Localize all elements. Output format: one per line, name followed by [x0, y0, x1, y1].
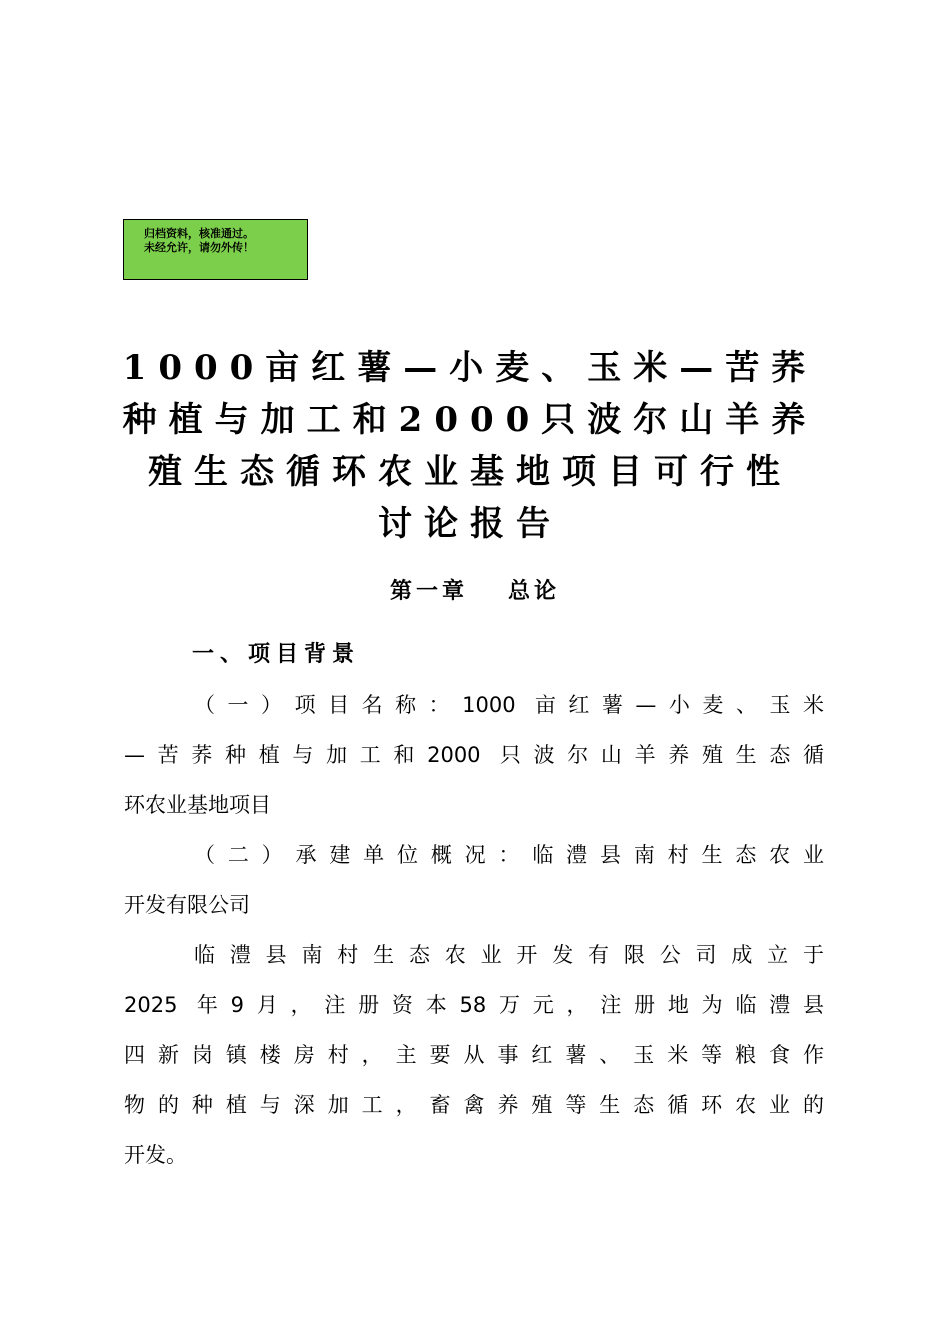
- section-heading: 一、项目背景: [192, 642, 361, 667]
- stamp-line-1: 归档资料，核准通过。: [144, 227, 254, 240]
- paragraph-line: —苦荞种植与加工和2000 只波尔山羊养殖生态循: [124, 743, 824, 767]
- stamp-line-2: 未经允许，请勿外传！: [144, 241, 254, 254]
- paragraph-line: 四新岗镇楼房村，主要从事红薯、玉米等粮食作: [124, 1043, 824, 1067]
- archive-stamp: [123, 219, 308, 280]
- paragraph-project-name: [124, 680, 824, 830]
- title-line-2: 种植与加工和2000只波尔山羊养: [122, 400, 818, 440]
- paragraph-line: 临澧县南村生态农业开发有限公司成立于: [194, 943, 824, 967]
- paragraph-line: 开发有限公司: [124, 893, 250, 917]
- paragraph-line: （二）承建单位概况：临澧县南村生态农业: [194, 843, 824, 867]
- title-line-4: 讨论报告: [378, 504, 562, 544]
- paragraph-line: （一）项目名称：1000 亩红薯—小麦、玉米: [194, 693, 824, 717]
- document-title: [120, 342, 820, 550]
- chapter-heading: [0, 574, 950, 610]
- title-line-3: 殖生态循环农业基地项目可行性: [148, 452, 792, 492]
- paragraph-line: 开发。: [124, 1143, 187, 1167]
- paragraph-builder-overview: [124, 830, 824, 930]
- paragraph-line: 物的种植与深加工，畜禽养殖等生态循环农业的: [124, 1093, 824, 1117]
- paragraph-line: 环农业基地项目: [124, 793, 271, 817]
- chapter-name: 总论: [508, 579, 561, 604]
- paragraph-company-description: [124, 930, 824, 1180]
- title-line-1: 1000亩红薯—小麦、玉米—苦荞: [122, 348, 818, 388]
- chapter-label: 第一章: [389, 579, 468, 604]
- paragraph-line: 2025 年9月，注册资本58万元，注册地为临澧县: [124, 993, 824, 1017]
